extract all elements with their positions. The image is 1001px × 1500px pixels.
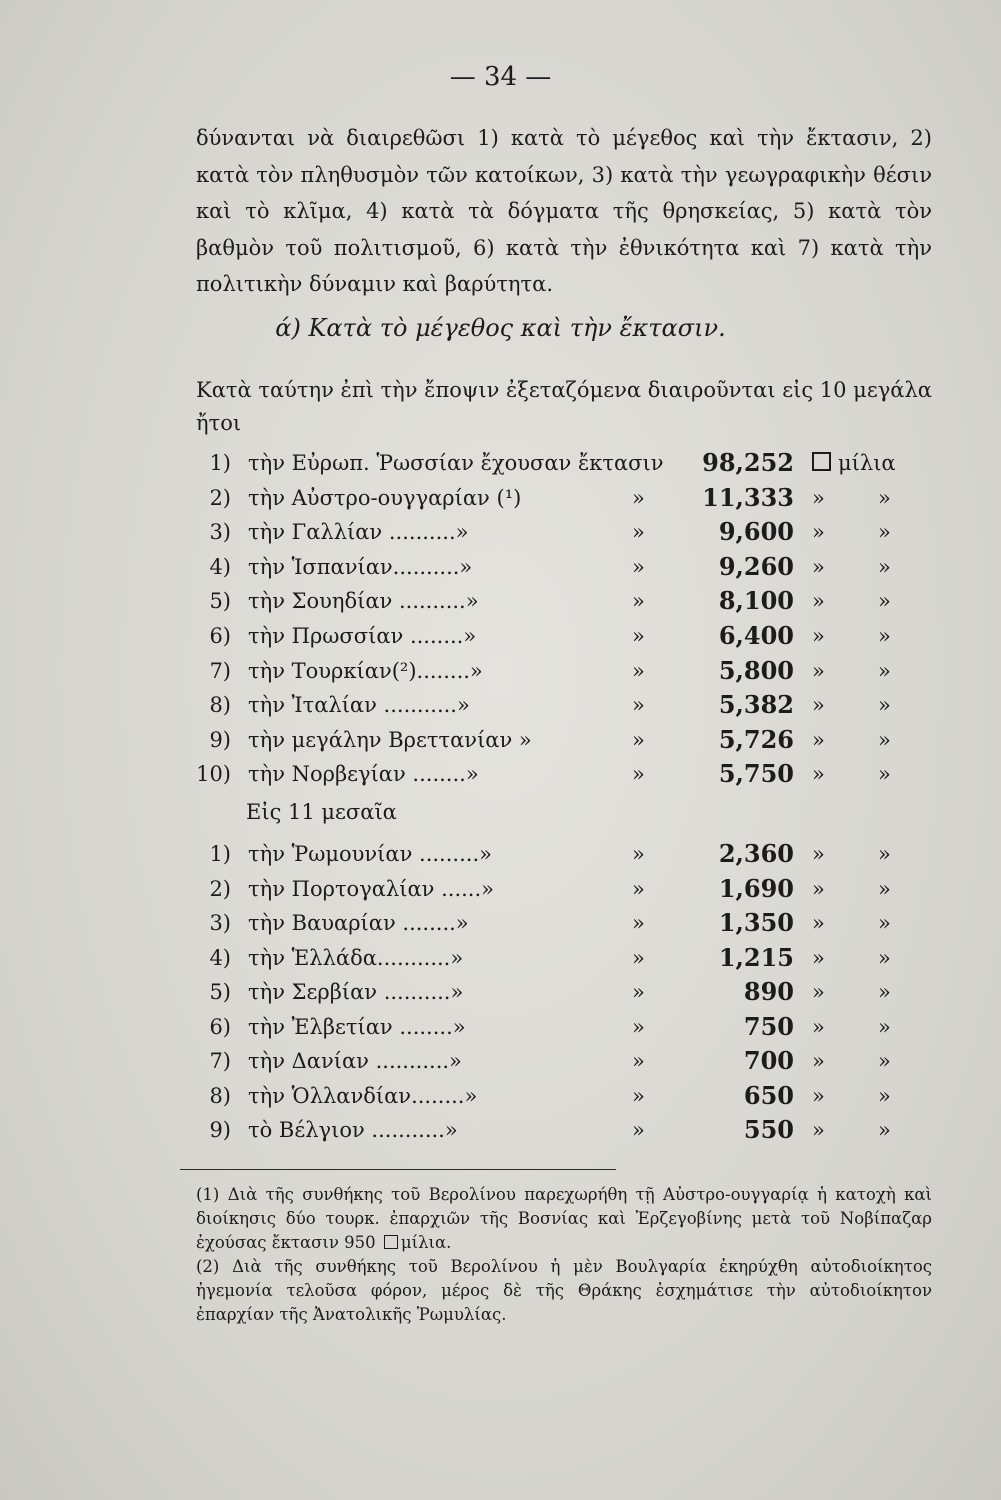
- lead-paragraph: Κατὰ ταύτην ἐπὶ τὴν ἔποψιν ἐξεταζόμενα διαιροῦνται εἰς 10 μεγάλα ἤτοι: [196, 378, 932, 435]
- row-number: 3): [209, 520, 231, 545]
- unit-label: »: [812, 554, 825, 579]
- row-number: 7): [209, 658, 231, 683]
- area-value: 9,260: [718, 551, 794, 581]
- ditto-mark: »: [632, 520, 645, 545]
- area-value: 6,400: [718, 621, 794, 650]
- square-icon: [812, 452, 831, 471]
- area-value: 890: [743, 977, 794, 1006]
- row-number: 10): [196, 762, 231, 787]
- ditto-mark: »: [632, 485, 645, 510]
- state-name: τὴν Δανίαν ...........»: [248, 1049, 462, 1073]
- unit-label: »: [812, 911, 825, 935]
- unit-label: »: [812, 658, 825, 683]
- unit-label: »: [812, 842, 825, 866]
- table-row: [0, 757, 1001, 791]
- unit-ditto: »: [878, 1118, 891, 1142]
- ditto-mark: »: [632, 1118, 645, 1142]
- unit-ditto: »: [878, 658, 891, 683]
- ditto-mark: »: [632, 762, 645, 787]
- state-name: τὴν Νορβεγίαν ........»: [248, 762, 479, 787]
- unit-label: »: [812, 1083, 825, 1108]
- square-icon: [384, 1235, 398, 1249]
- ditto-mark: »: [632, 693, 645, 718]
- ditto-mark: »: [632, 658, 645, 683]
- unit-label: »: [812, 1118, 825, 1142]
- unit-ditto: »: [878, 1014, 891, 1039]
- unit-ditto: »: [878, 842, 891, 866]
- unit-ditto: »: [878, 554, 891, 579]
- page-number: — 34 —: [449, 62, 552, 92]
- unit-label: »: [812, 624, 825, 648]
- row-number: 1): [209, 451, 231, 475]
- row-number: 4): [209, 945, 231, 970]
- unit-ditto: »: [878, 589, 891, 614]
- state-name: τὴν Εὐρωπ. Ῥωσσίαν ἔχουσαν ἔκτασιν: [248, 451, 664, 475]
- row-number: 6): [209, 1014, 231, 1039]
- area-value: 550: [743, 1115, 794, 1144]
- row-number: 2): [209, 485, 231, 510]
- state-name: τὴν Ῥωμουνίαν .........»: [248, 842, 492, 866]
- unit-ditto: »: [878, 980, 891, 1004]
- table-row: [0, 654, 1001, 688]
- state-name: τὴν Βαυαρίαν ........»: [248, 911, 469, 935]
- area-value: 8,100: [718, 586, 794, 616]
- table-row: [0, 1113, 1001, 1147]
- table-row: [0, 941, 1001, 975]
- footnote-2: (2) Διὰ τῆς συνθήκης τοῦ Βερολίνου ἡ μὲν Βουλγαρία ἐκηρύχθη αὐτοδιοίκητος ἡγεμονία τελοῦσα φόρον, μέρος δὲ τῆς Θράκης ἐσχημάτισε τὴν αὐτοδιοίκητον ἐπαρχίαν τῆς Ἀνατολικῆς Ῥωμυλίας.: [196, 1257, 932, 1324]
- unit-label: »: [812, 485, 825, 510]
- footnote-divider: [180, 1169, 616, 1170]
- unit-label: »: [812, 1014, 825, 1039]
- table-row: [0, 975, 1001, 1009]
- row-number: 7): [209, 1049, 231, 1073]
- row-number: 1): [209, 842, 231, 866]
- table-row: [0, 872, 1001, 906]
- area-value: 98,252: [702, 448, 794, 477]
- state-name: τὴν Ἱσπανίαν..........»: [248, 554, 473, 579]
- unit-label: [812, 446, 896, 480]
- area-value: 5,750: [718, 759, 794, 789]
- area-value: 1,690: [718, 873, 794, 903]
- row-number: 8): [209, 1083, 231, 1108]
- area-value: 2,360: [718, 839, 794, 868]
- table-row: [0, 837, 1001, 871]
- row-number: 5): [209, 589, 231, 614]
- unit-ditto: »: [878, 624, 891, 648]
- unit-ditto: »: [878, 945, 891, 970]
- table-row: [0, 1044, 1001, 1078]
- unit-label: »: [812, 762, 825, 787]
- footnote-1: [196, 1183, 932, 1255]
- state-name: τὴν Τουρκίαν(²)........»: [248, 658, 483, 683]
- unit-ditto: »: [878, 762, 891, 787]
- table-row: [0, 1079, 1001, 1113]
- unit-label: »: [812, 727, 825, 752]
- unit-ditto: »: [878, 911, 891, 935]
- table-row: [0, 584, 1001, 618]
- ditto-mark: »: [632, 727, 645, 752]
- unit-ditto: »: [878, 693, 891, 718]
- row-number: 9): [209, 1118, 231, 1142]
- unit-ditto: »: [878, 1049, 891, 1073]
- ditto-mark: »: [632, 1014, 645, 1039]
- row-number: 3): [209, 911, 231, 935]
- ditto-mark: »: [632, 589, 645, 614]
- area-value: 5,382: [718, 690, 794, 720]
- footnote-1-unit: μίλια.: [400, 1233, 452, 1252]
- unit-label: »: [812, 693, 825, 718]
- table-row: [0, 723, 1001, 757]
- footnotes: [196, 1183, 932, 1327]
- area-value: 5,800: [718, 655, 794, 685]
- unit-label: »: [812, 520, 825, 545]
- unit-ditto: »: [878, 520, 891, 545]
- row-number: 6): [209, 624, 231, 648]
- table-row: [0, 446, 1001, 480]
- unit-label: »: [812, 876, 825, 901]
- area-value: 5,726: [718, 724, 794, 754]
- row-number: 8): [209, 693, 231, 718]
- ditto-mark: »: [632, 1049, 645, 1073]
- table-row: [0, 619, 1001, 653]
- unit-ditto: »: [878, 727, 891, 752]
- table-row: [0, 550, 1001, 584]
- intro-paragraph: δύνανται νὰ διαιρεθῶσι 1) κατὰ τὸ μέγεθος καὶ τὴν ἔκτασιν, 2) κατὰ τὸν πληθυσμὸν τῶν κατοίκων, 3) κατὰ τὴν γεωγραφικὴν θέσιν καὶ τὸ κλῖμα, 4) κατὰ τὰ δόγματα τῆς θρησκείας, 5) κατὰ τὸν βαθμὸν τοῦ πολιτισμοῦ, 6) κατὰ τὴν ἐθνικότητα καὶ 7) κατὰ τὴν πολιτικὴν δύναμιν καὶ βαρύτητα.: [196, 126, 932, 296]
- state-name: τὴν Γαλλίαν ..........»: [248, 520, 469, 545]
- area-value: 11,333: [702, 482, 794, 512]
- state-name: τὴν Πρωσσίαν ........»: [248, 624, 477, 648]
- unit-label: »: [812, 945, 825, 970]
- unit-label-text: μίλια: [838, 451, 896, 475]
- state-name: τὴν Ἐλβετίαν ........»: [248, 1014, 466, 1039]
- state-name: τὴν Σουηδίαν ..........»: [248, 589, 479, 614]
- ditto-mark: »: [632, 980, 645, 1004]
- ditto-mark: »: [632, 911, 645, 935]
- unit-label: »: [812, 980, 825, 1004]
- unit-ditto: »: [878, 876, 891, 901]
- area-value: 1,215: [718, 942, 794, 972]
- unit-ditto: »: [878, 485, 891, 510]
- ditto-mark: »: [632, 624, 645, 648]
- row-number: 4): [209, 554, 231, 579]
- footnote-1-text: (1) Διὰ τῆς συνθήκης τοῦ Βερολίνου παρεχωρήθη τῇ Αὐστρο-ουγγαρίᾳ ἡ κατοχὴ καὶ διοίκησις δύο τουρκ. ἐπαρχιῶν τῆς Βοσνίας καὶ Ἐρζεγοβίνης μετὰ τοῦ Νοβίπαζαρ ἐχούσας ἔκτασιν 950: [196, 1185, 932, 1252]
- state-name: τὴν Ὁλλανδίαν........»: [248, 1083, 478, 1108]
- row-number: 5): [209, 980, 231, 1004]
- table-row: [0, 515, 1001, 549]
- ditto-mark: »: [632, 876, 645, 901]
- unit-label: »: [812, 1049, 825, 1073]
- row-number: 2): [209, 876, 231, 901]
- table-row: [0, 1010, 1001, 1044]
- area-value: 650: [743, 1080, 794, 1110]
- state-name: τὴν Ἰταλίαν ...........»: [248, 693, 470, 718]
- ditto-mark: »: [632, 554, 645, 579]
- table-row: [0, 688, 1001, 722]
- area-value: 1,350: [718, 908, 794, 937]
- unit-ditto: »: [878, 1083, 891, 1108]
- table-row: [0, 481, 1001, 515]
- table-row: [0, 906, 1001, 940]
- state-name: τὴν μεγάλην Βρεττανίαν »: [248, 727, 532, 752]
- medium-states-heading: Εἰς 11 μεσαῖα: [246, 800, 397, 824]
- state-name: τὴν Αὐστρο-ουγγαρίαν (¹): [248, 485, 522, 510]
- row-number: 9): [209, 727, 231, 752]
- area-value: 750: [743, 1011, 794, 1041]
- state-name: τὴν Σερβίαν ..........»: [248, 980, 464, 1004]
- state-name: τὴν Πορτογαλίαν ......»: [248, 876, 495, 901]
- state-name: τὴν Ἑλλάδα...........»: [248, 945, 464, 970]
- state-name: τὸ Βέλγιον ...........»: [248, 1118, 458, 1142]
- ditto-mark: »: [632, 842, 645, 866]
- ditto-mark: »: [632, 945, 645, 970]
- area-value: 9,600: [718, 517, 794, 547]
- section-heading: ά) Κατὰ τὸ μέγεθος καὶ τὴν ἔκτασιν.: [275, 314, 726, 342]
- unit-label: »: [812, 589, 825, 614]
- area-value: 700: [743, 1046, 794, 1075]
- ditto-mark: »: [632, 1083, 645, 1108]
